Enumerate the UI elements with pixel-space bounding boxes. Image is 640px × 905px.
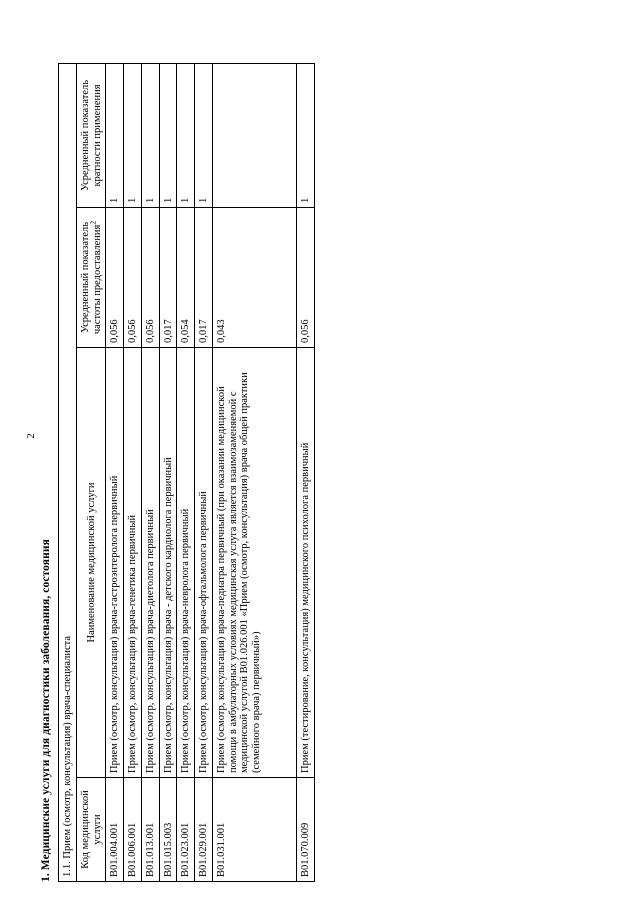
cell-code: B01.015.003 [159, 778, 177, 882]
cell-name: Прием (осмотр, консультация) врача-невролога первичный [177, 348, 195, 778]
cell-multiplicity: 1 [296, 64, 314, 208]
cell-multiplicity: 1 [177, 64, 195, 208]
cell-multiplicity [212, 64, 296, 208]
header-frequency-footnote: 2 [88, 220, 97, 225]
section-heading: 1. Медицинские услуги для диагностики заболевания, состояния [40, 539, 52, 882]
table-row [124, 64, 142, 882]
cell-frequency: 0,056 [106, 208, 124, 348]
subsection-heading: 1.1. Прием (осмотр, консультация) врача-специалиста [59, 64, 77, 882]
header-multiplicity: Усредненный показатель кратности применения [76, 64, 106, 208]
table-row [141, 64, 159, 882]
table-row [159, 64, 177, 882]
cell-code: B01.013.001 [141, 778, 159, 882]
cell-name: Прием (осмотр, консультация) врача-педиатра первичный (при оказании медицинской помощи в амбулаторных условиях медицинская услуга является взаимозаменяемой с медицинской услугой B01.026.001 «Прием (осмотр, консультация) врача общей практики (семейного врача) первичный») [212, 348, 296, 778]
header-name: Наименование медицинской услуги [76, 348, 106, 778]
table-row [177, 64, 195, 882]
cell-frequency: 0,054 [177, 208, 195, 348]
header-code: Код медицинской услуги [76, 778, 106, 882]
cell-name: Прием (тестирование, консультация) медицинского психолога первичный [296, 348, 314, 778]
cell-name: Прием (осмотр, консультация) врача-генетика первичный [124, 348, 142, 778]
cell-frequency: 0,056 [124, 208, 142, 348]
table-row [106, 64, 124, 882]
page-number: 2 [24, 433, 37, 439]
cell-frequency: 0,017 [195, 208, 213, 348]
cell-code: B01.031.001 [212, 778, 296, 882]
cell-multiplicity: 1 [124, 64, 142, 208]
cell-multiplicity: 1 [159, 64, 177, 208]
subsection-heading-row [59, 64, 77, 882]
cell-multiplicity: 1 [195, 64, 213, 208]
cell-frequency: 0,017 [159, 208, 177, 348]
header-frequency-text: Усредненный показатель частоты предоставления [79, 221, 103, 335]
cell-code: B01.029.001 [195, 778, 213, 882]
cell-code: B01.070.009 [296, 778, 314, 882]
cell-frequency: 0,056 [296, 208, 314, 348]
cell-multiplicity: 1 [106, 64, 124, 208]
cell-frequency: 0,056 [141, 208, 159, 348]
header-frequency [76, 208, 106, 348]
cell-name: Прием (осмотр, консультация) врача-диетолога первичный [141, 348, 159, 778]
cell-name: Прием (осмотр, консультация) врача - детского кардиолога первичный [159, 348, 177, 778]
cell-multiplicity: 1 [141, 64, 159, 208]
cell-name: Прием (осмотр, консультация) врача-гастроэнтеролога первичный [106, 348, 124, 778]
table-row [212, 64, 296, 882]
services-table [58, 63, 315, 882]
cell-frequency: 0,043 [212, 208, 296, 348]
table-row [296, 64, 314, 882]
document-body [40, 22, 610, 882]
cell-code: B01.004.001 [106, 778, 124, 882]
cell-code: B01.023.001 [177, 778, 195, 882]
cell-code: B01.006.001 [124, 778, 142, 882]
cell-name: Прием (осмотр, консультация) врача-офтальмолога первичный [195, 348, 213, 778]
table-header-row [76, 64, 106, 882]
table-row [195, 64, 213, 882]
